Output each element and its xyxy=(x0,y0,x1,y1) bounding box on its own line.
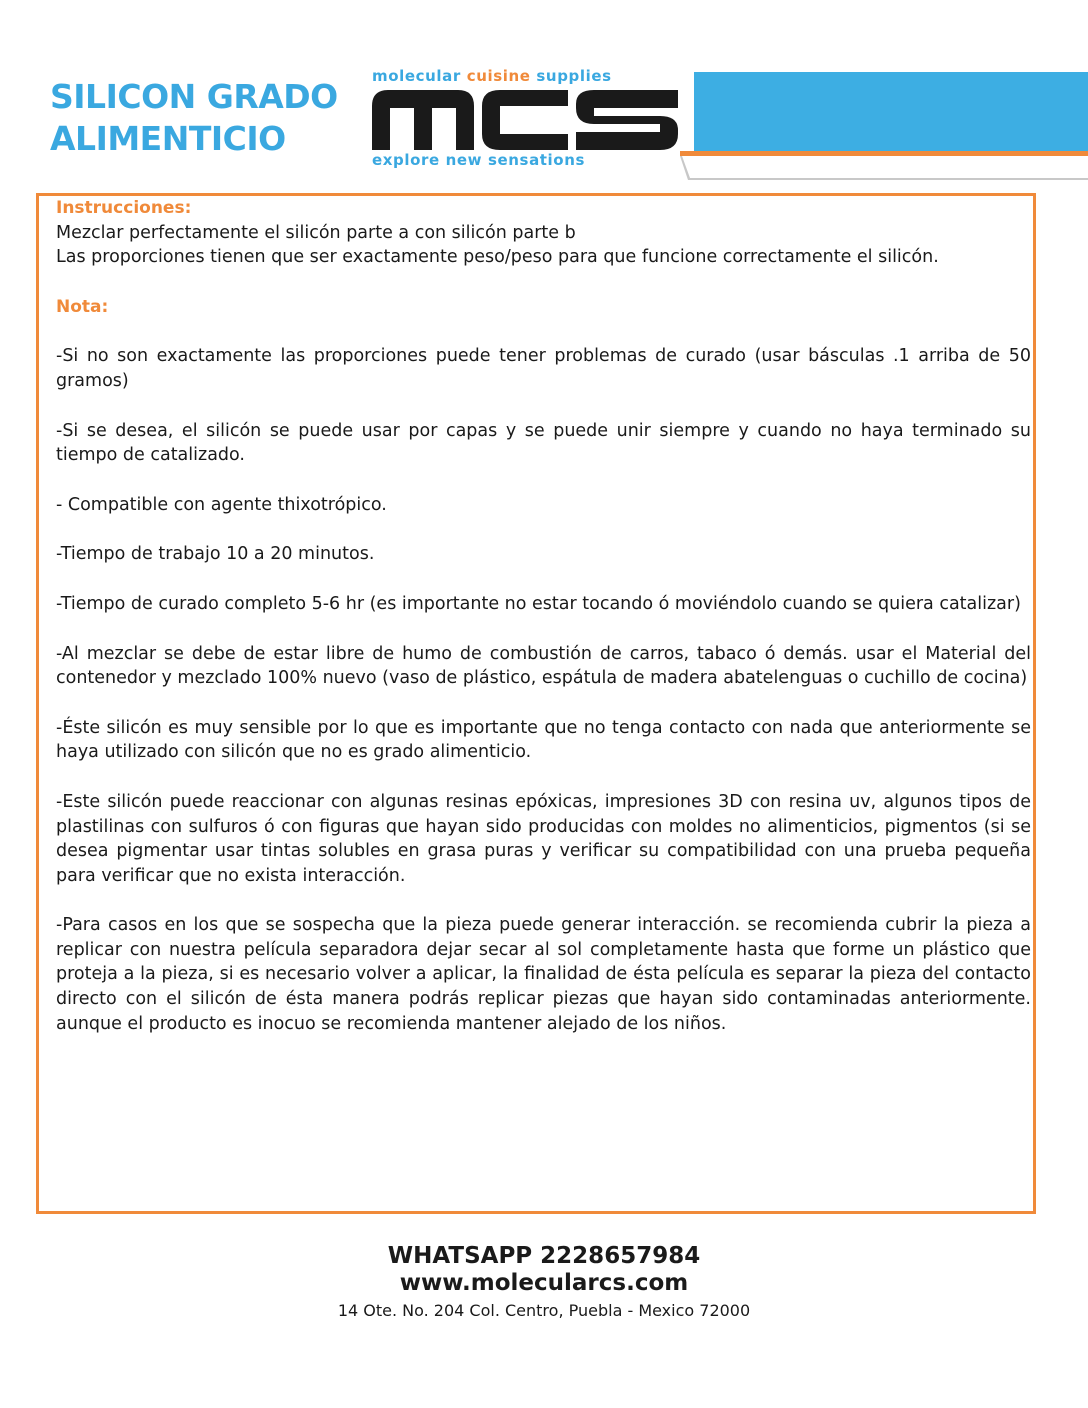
title-line-1: SILICON GRADO xyxy=(50,77,338,116)
website-link[interactable]: www.molecularcs.com xyxy=(399,1270,689,1296)
instructions-line-1: Mezclar perfectamente el silicón parte a con silicón parte b xyxy=(56,222,576,243)
logo-mark-mcs xyxy=(372,86,678,150)
note-item: -Al mezclar se debe de estar libre de humo de combustión de carros, tabaco ó demás. usar el Material del contenedor y mezclado 100% nuevo (vaso de plástico, espátula de madera abatelenguas o cuchillo de cocina) xyxy=(56,643,1031,689)
whatsapp-number: WHATSAPP 2228657984 xyxy=(387,1243,701,1269)
instructions-heading: Instrucciones: xyxy=(56,198,192,218)
logo-tagline-word-3: supplies xyxy=(536,67,612,85)
note-item: -Este silicón puede reaccionar con algunas resinas epóxicas, impresiones 3D con resina uv, algunos tipos de plastilinas con sulfuros ó con figuras que hayan sido producidas con moldes no alimenticios, pigmentos (si se desea pigmentar usar tintas solubles en grasa puras y verificar su compatibilidad con una prueba pequeña para verificar que no exista interacción. xyxy=(56,791,1031,886)
logo-tagline xyxy=(372,68,678,84)
logo-tagline-word-1: molecular xyxy=(372,67,461,85)
note-item: - Compatible con agente thixotrópico. xyxy=(56,494,387,515)
header-gray-accent xyxy=(680,156,1088,180)
mcs-logo xyxy=(368,68,680,172)
header-blue-band xyxy=(694,72,1088,151)
document-title xyxy=(50,76,338,160)
title-line-2: ALIMENTICIO xyxy=(50,119,286,158)
contact-footer xyxy=(0,1242,1088,1326)
note-item: -Para casos en los que se sospecha que la pieza puede generar interacción. se recomienda cubrir la pieza a replicar con nuestra película separadora dejar secar al sol completamente hasta que forme un plástico que proteja a la pieza, si es necesario volver a aplicar, la finalidad de ésta película es separar la pieza del contacto directo con el silicón de ésta manera podrás replicar piezas que hayan sido contaminadas anteriormente. aunque el producto es inocuo se recomienda mantener alejado de los niños. xyxy=(56,915,1031,1034)
instructions-line-2: Las proporciones tienen que ser exactamente peso/peso para que funcione correctamente el silicón. xyxy=(56,247,939,268)
note-item: -Éste silicón es muy sensible por lo que es importante que no tenga contacto con nada que anteriormente se haya utilizado con silicón que no es grado alimenticio. xyxy=(56,717,1031,763)
logo-slogan: explore new sensations xyxy=(372,151,586,169)
note-item: -Tiempo de curado completo 5-6 hr (es importante no estar tocando ó moviéndolo cuando se quiera catalizar) xyxy=(56,593,1021,614)
address: 14 Ote. No. 204 Col. Centro, Puebla - Mexico 72000 xyxy=(337,1301,751,1320)
note-item: -Si no son exactamente las proporciones puede tener problemas de curado (usar básculas .1 arriba de 50 gramos) xyxy=(56,346,1031,391)
note-heading: Nota: xyxy=(56,296,109,317)
logo-tagline-word-2: cuisine xyxy=(466,67,531,85)
document-body xyxy=(56,196,1031,1036)
note-item: -Tiempo de trabajo 10 a 20 minutos. xyxy=(56,544,375,565)
note-item: -Si se desea, el silicón se puede usar por capas y se puede unir siempre y cuando no haya terminado su tiempo de catalizado. xyxy=(56,420,1031,466)
